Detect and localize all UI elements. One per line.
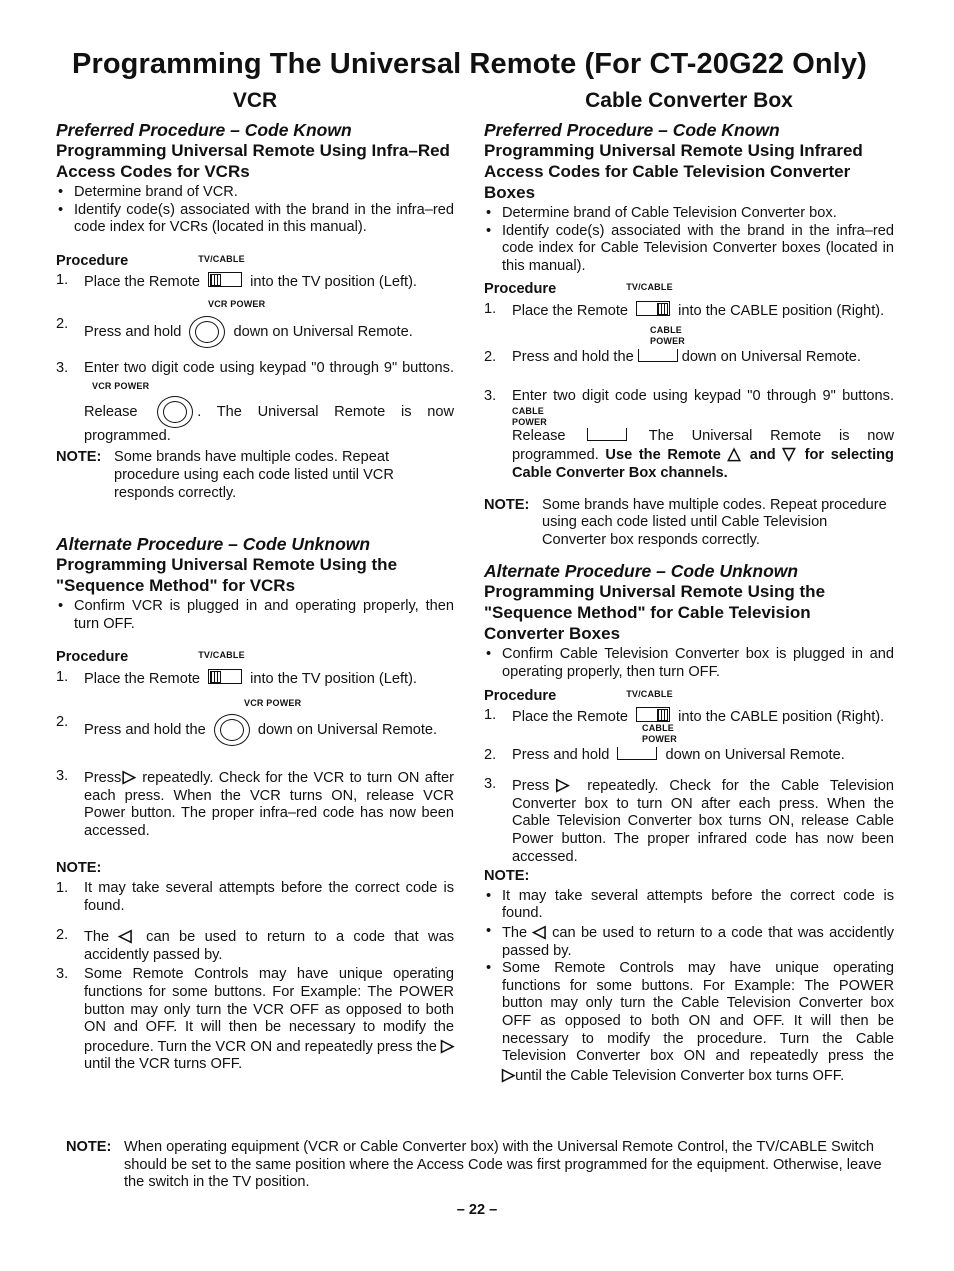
- note-text: When operating equipment (VCR or Cable Converter box) with the Universal Remote Control, the TV/CABLE Switch should be set to the same position where the Access Code was first programmed for the equipment. Otherwise, leave the switch in the TV position.: [124, 1139, 882, 1191]
- step-text: [84, 360, 454, 446]
- list-item: [484, 960, 894, 1085]
- step-text: [512, 776, 894, 866]
- cable-column: [484, 88, 894, 1085]
- note-label: NOTE:: [66, 1139, 112, 1155]
- step-text: [84, 316, 454, 348]
- procedure-label: Procedure: [484, 687, 557, 704]
- cable-procedure-row: [484, 279, 894, 299]
- list-item: • Identify code(s) associated with the brand in the infra–red code index for Cable Television Converter boxes (located in this manual).: [484, 223, 894, 276]
- step-text-a: Place the Remote: [512, 709, 629, 726]
- step-text-a: Press and hold: [84, 323, 182, 340]
- power-button-icon: [587, 428, 627, 441]
- note-text: Some brands have multiple codes. Repeat procedure using each code listed until Cable Television Converter box responds correctly.: [542, 496, 887, 548]
- vcr-procedure-row: [56, 251, 454, 271]
- step-text-a: Enter two digit code using keypad "0 through 9" buttons.: [84, 359, 454, 376]
- note-body: Some Remote Controls may have unique operating functions for some buttons. For Example: The POWER button may only turn the Cable Television Converter box OFF as opposed to both ON and OFF. It will then be necessary to modify the procedure. Turn the Cable Television Converter box ON and repeatedly press the: [502, 960, 894, 1065]
- step-text: [512, 707, 894, 727]
- step-text-a: Press and hold the: [512, 348, 634, 365]
- note-post: until the Cable Television Converter box turns OFF.: [515, 1067, 845, 1084]
- vcr-alternate-subtitle: Programming Universal Remote Using the "Sequence Method" for VCRs: [56, 555, 398, 596]
- step-number: 1.: [484, 707, 497, 724]
- power-caption: VCR POWER: [208, 298, 266, 309]
- channel-up-icon: ▷: [502, 1064, 516, 1084]
- power-button-icon: [638, 349, 678, 362]
- step-text-a: Place the Remote: [84, 670, 201, 687]
- step-text-a: Enter two digit code using keypad "0 through 9" buttons.: [512, 388, 894, 405]
- cable-preferred-note: [484, 497, 894, 550]
- note-body: can be used to return to a code that was accidently passed by.: [84, 929, 454, 963]
- step-number: 2.: [484, 348, 497, 365]
- vcr-column: [56, 88, 454, 1074]
- cable-step-3: [484, 388, 894, 482]
- step-text-b: into the TV position (Left).: [250, 670, 417, 687]
- note-number: 2.: [56, 927, 69, 944]
- power-button-icon: [157, 396, 193, 428]
- channel-down-icon: ◁: [532, 922, 547, 942]
- vcr-preferred-title: Preferred Procedure – Code Known: [56, 120, 352, 140]
- step-bold-for: for selecting Cable Converter Box channels.: [512, 447, 894, 481]
- vcr-alternate-title: Alternate Procedure – Code Unknown: [56, 534, 371, 555]
- cable-alt-procedure-row: [484, 686, 894, 706]
- list-item: [484, 923, 894, 960]
- note-number: 3.: [56, 966, 69, 983]
- step-number: 3.: [56, 768, 69, 785]
- note-number: 1.: [56, 880, 69, 897]
- power-button-icon: [189, 316, 225, 348]
- cable-alt-step-3: [484, 776, 894, 866]
- cable-step-1: [484, 301, 894, 321]
- vcr-alt-note-1: [56, 880, 454, 915]
- power-caption: CABLE POWER: [512, 405, 548, 427]
- vcr-alt-procedure-row: [56, 647, 454, 667]
- step-text-a: Press: [512, 778, 550, 795]
- channel-down-icon: ◁: [118, 926, 137, 946]
- cable-preferred-bullets: [484, 205, 894, 275]
- switch-caption: TV/CABLE: [626, 282, 673, 293]
- tv-cable-switch-icon: [208, 669, 242, 684]
- tv-cable-switch-icon: [208, 272, 242, 287]
- vcr-alt-note-2: [56, 927, 454, 964]
- channel-up-icon: ▷: [121, 767, 137, 787]
- step-text-b: into the TV position (Left).: [250, 274, 417, 291]
- channel-up-icon: ▷: [549, 775, 577, 795]
- vcr-preferred-note: [56, 449, 454, 502]
- step-text: [512, 301, 894, 321]
- page-number: – 22 –: [456, 1202, 498, 1218]
- note-label: NOTE:: [484, 868, 530, 885]
- procedure-label: Procedure: [484, 281, 557, 298]
- procedure-label: Procedure: [56, 252, 129, 269]
- step-text-a: Place the Remote: [512, 302, 629, 319]
- channel-down-icon: ▽: [782, 444, 798, 464]
- step-text-b: The Universal Remote is now programmed.: [512, 427, 894, 464]
- vcr-step-3: [56, 360, 454, 446]
- step-number: 2.: [484, 746, 497, 763]
- vcr-alt-note-3: [56, 966, 454, 1074]
- cable-preferred-subtitle: Programming Universal Remote Using Infrared Access Codes for Cable Television Converter Boxes: [484, 141, 863, 202]
- note-label: NOTE:: [56, 449, 102, 466]
- note-pre: The: [502, 925, 528, 942]
- vcr-preferred-bullets: [56, 184, 454, 237]
- vcr-alt-step-1: [56, 669, 454, 689]
- note-text: Some brands have multiple codes. Repeat procedure using each code listed until VCR responds correctly.: [114, 449, 394, 501]
- step-number: 1.: [56, 272, 69, 289]
- vcr-alt-step-2: [56, 714, 454, 746]
- procedure-label: Procedure: [56, 649, 129, 666]
- cable-alternate-subtitle: Programming Universal Remote Using the "Sequence Method" for Cable Television Converter Boxes: [484, 582, 826, 644]
- step-text-b: . The Universal Remote is now programmed.: [84, 403, 454, 444]
- note-text: [84, 966, 454, 1074]
- step-text-b: into the CABLE position (Right).: [678, 302, 885, 319]
- channel-up-icon: △: [727, 444, 744, 464]
- note-post: until the VCR turns OFF.: [84, 1056, 243, 1073]
- step-number: 2.: [56, 714, 69, 731]
- power-caption: CABLE POWER: [650, 324, 686, 346]
- step-text: [84, 669, 454, 689]
- list-item: • Confirm VCR is plugged in and operating properly, then turn OFF.: [56, 598, 454, 633]
- power-button-icon: [617, 747, 657, 760]
- note-pre: The: [84, 929, 110, 946]
- note-body: can be used to return to a code that was accidently passed by.: [502, 925, 894, 959]
- power-caption: VCR POWER: [92, 381, 150, 392]
- step-text: [84, 272, 454, 292]
- step-number: 3.: [484, 388, 497, 405]
- step-text-a: Place the Remote: [84, 274, 201, 291]
- step-bold-and: and: [749, 447, 776, 464]
- power-button-icon: [214, 714, 250, 746]
- cable-step-2: [484, 349, 894, 367]
- note-text: [84, 927, 454, 964]
- step-text: [512, 747, 894, 765]
- step-number: 1.: [56, 668, 69, 685]
- cable-heading: Cable Converter Box: [585, 89, 793, 112]
- vcr-preferred-subtitle: Programming Universal Remote Using Infra–Red Access Codes for VCRs: [56, 141, 450, 181]
- step-text: [512, 388, 894, 482]
- step-bold-a: Use the Remote: [605, 447, 721, 464]
- step-text: [84, 768, 454, 840]
- list-item: • Identify code(s) associated with the brand in the infra–red code index for VCRs (located in this manual).: [56, 202, 454, 237]
- step-number: 2.: [56, 315, 69, 332]
- vcr-step-2: [56, 316, 454, 348]
- note-body: Some Remote Controls may have unique operating functions for some buttons. For Example: The POWER button may only turn the VCR OFF as opposed to both ON and OFF. It will then be necessary to modify the procedure. Turn the VCR ON and repeatedly press the: [84, 966, 454, 1055]
- cable-alt-notes: [484, 888, 894, 1086]
- cable-alt-step-1: [484, 707, 894, 727]
- bottom-note: [66, 1139, 898, 1192]
- list-item: • It may take several attempts before the correct code is found.: [484, 888, 894, 923]
- step-number: 3.: [484, 776, 497, 793]
- step-text-b: into the CABLE position (Right).: [678, 709, 885, 726]
- step-number: 1.: [484, 300, 497, 317]
- cable-preferred-title: Preferred Procedure – Code Known: [484, 120, 780, 140]
- list-item: • Determine brand of VCR.: [56, 184, 454, 202]
- cable-alt-step-2: [484, 747, 894, 765]
- power-caption: CABLE POWER: [642, 722, 678, 744]
- cable-alternate-bullets: [484, 646, 894, 681]
- step-text-b: repeatedly. Check for the Cable Television Converter box to turn ON after each press. When the Cable Television Converter box turns ON, release Cable Power button. The proper infrared code has now been accessed.: [512, 778, 894, 865]
- switch-caption: TV/CABLE: [626, 688, 673, 699]
- tv-cable-switch-icon: [636, 301, 670, 316]
- step-text: [512, 349, 894, 367]
- release-text: Release: [84, 403, 138, 420]
- step-text-b: repeatedly. Check for the VCR to turn ON after each press. When the VCR turns ON, release VCR Power button. The proper infra–red code has now been accessed.: [84, 770, 455, 839]
- step-text-a: Press and hold: [512, 746, 610, 763]
- tv-cable-switch-icon: [636, 707, 670, 722]
- step-text-b: down on Universal Remote.: [665, 746, 845, 763]
- step-text-a: Press: [84, 770, 122, 787]
- power-caption: VCR POWER: [244, 697, 302, 708]
- step-text-b: down on Universal Remote.: [233, 323, 413, 340]
- note-label: NOTE:: [56, 860, 102, 877]
- vcr-alternate-bullets: [56, 598, 454, 633]
- vcr-step-1: [56, 272, 454, 292]
- switch-caption: TV/CABLE: [198, 253, 245, 264]
- vcr-alt-step-3: [56, 768, 454, 840]
- list-item: • Determine brand of Cable Television Converter box.: [484, 205, 894, 223]
- step-text-a: Press and hold the: [84, 721, 206, 738]
- step-number: 3.: [56, 359, 69, 376]
- switch-caption: TV/CABLE: [198, 650, 245, 661]
- cable-alternate-title: Alternate Procedure – Code Unknown: [484, 561, 799, 582]
- step-text-b: down on Universal Remote.: [681, 348, 861, 365]
- release-text: Release: [512, 427, 566, 444]
- note-text: It may take several attempts before the correct code is found.: [84, 880, 454, 914]
- list-item: • Confirm Cable Television Converter box is plugged in and operating properly, then turn OFF.: [484, 646, 894, 681]
- vcr-heading: VCR: [232, 89, 278, 112]
- channel-up-icon: ▷: [440, 1035, 455, 1055]
- page-title: Programming The Universal Remote (For CT-20G22 Only): [72, 48, 867, 80]
- note-label: NOTE:: [484, 496, 530, 513]
- step-text-b: down on Universal Remote.: [257, 721, 438, 738]
- step-text: [84, 714, 454, 746]
